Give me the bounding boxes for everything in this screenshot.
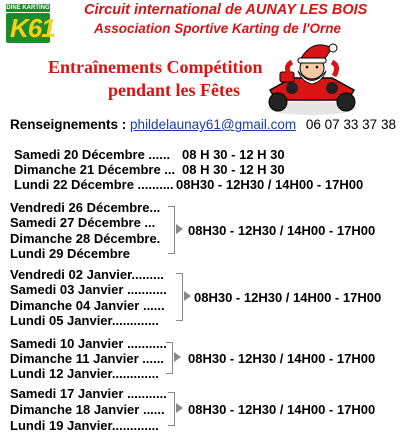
group-bracket <box>168 392 175 426</box>
schedule-hours: 08 H 30 - 12 H 30 <box>182 147 285 162</box>
arrow-icon <box>184 291 191 301</box>
page-subtitle: Association Sportive Karting de l'Orne <box>94 21 342 36</box>
schedule-day: Vendredi 26 Décembre... <box>10 200 161 215</box>
headline-line-1: Entraînements Compétition <box>48 57 263 77</box>
schedule-hours: 08H30 - 12H30 / 14H00 - 17H00 <box>188 402 376 417</box>
schedule-day: Samedi 17 Janvier ........... <box>10 386 167 401</box>
schedule-day: Samedi 20 Décembre ...... <box>14 147 171 162</box>
group-bracket <box>166 342 173 374</box>
group-bracket <box>176 273 183 321</box>
schedule-day: Dimanche 28 Décembre. <box>10 231 161 246</box>
schedule-hours: 08H30 - 12H30 / 14H00 - 17H00 <box>188 351 376 366</box>
group-bracket <box>168 206 175 254</box>
arrow-icon <box>176 403 183 413</box>
schedule-day: Dimanche 11 Janvier ...... <box>10 351 164 366</box>
schedule-hours: 08H30 - 12H30 / 14H00 - 17H00 <box>194 290 382 305</box>
schedule-day: Dimanche 18 Janvier ...... <box>10 402 165 417</box>
schedule-day: Lundi 29 Décembre <box>10 246 130 261</box>
headline-line-2: pendant les Fêtes <box>108 80 240 100</box>
contact-email-link[interactable]: phildelaunay61@gmail.com <box>130 117 297 132</box>
schedule-day: Samedi 10 Janvier ........... <box>10 336 167 351</box>
schedule-day: Samedi 27 Décembre ... <box>10 215 156 230</box>
santa-kart-illustration <box>262 38 360 120</box>
schedule-day: Dimanche 04 Janvier ...... <box>10 298 165 313</box>
logo-mark <box>6 13 55 43</box>
logo-mark-text: K61 <box>10 13 55 43</box>
schedule-day: Lundi 05 Janvier............. <box>10 313 159 328</box>
schedule-day: Lundi 12 Janvier............. <box>10 366 159 381</box>
schedule-hours: 08 H 30 - 12 H 30 <box>182 162 285 177</box>
schedule-hours: 08H30 - 12H30 / 14H00 - 17H00 <box>188 223 376 238</box>
contact-line <box>10 117 396 132</box>
schedule-hours: 08H30 - 12H30 / 14H00 - 17H00 <box>176 177 364 192</box>
contact-label: Renseignements : <box>10 117 127 132</box>
arrow-icon <box>174 352 181 362</box>
arrow-icon <box>176 224 183 234</box>
schedule-day: Lundi 22 Décembre .......... <box>14 177 174 192</box>
schedule-day: Dimanche 21 Décembre ... <box>14 162 176 177</box>
schedule-day: Samedi 03 Janvier ........... <box>10 282 167 297</box>
logo-top-text: DINE KARTING <box>6 5 50 11</box>
page-title: Circuit international de AUNAY LES BOIS <box>84 2 368 18</box>
contact-phone: 06 07 33 37 38 <box>305 117 396 132</box>
schedule-day: Vendredi 02 Janvier......... <box>10 267 164 282</box>
club-logo <box>6 4 55 44</box>
schedule-day: Lundi 19 Janvier............. <box>10 418 159 433</box>
